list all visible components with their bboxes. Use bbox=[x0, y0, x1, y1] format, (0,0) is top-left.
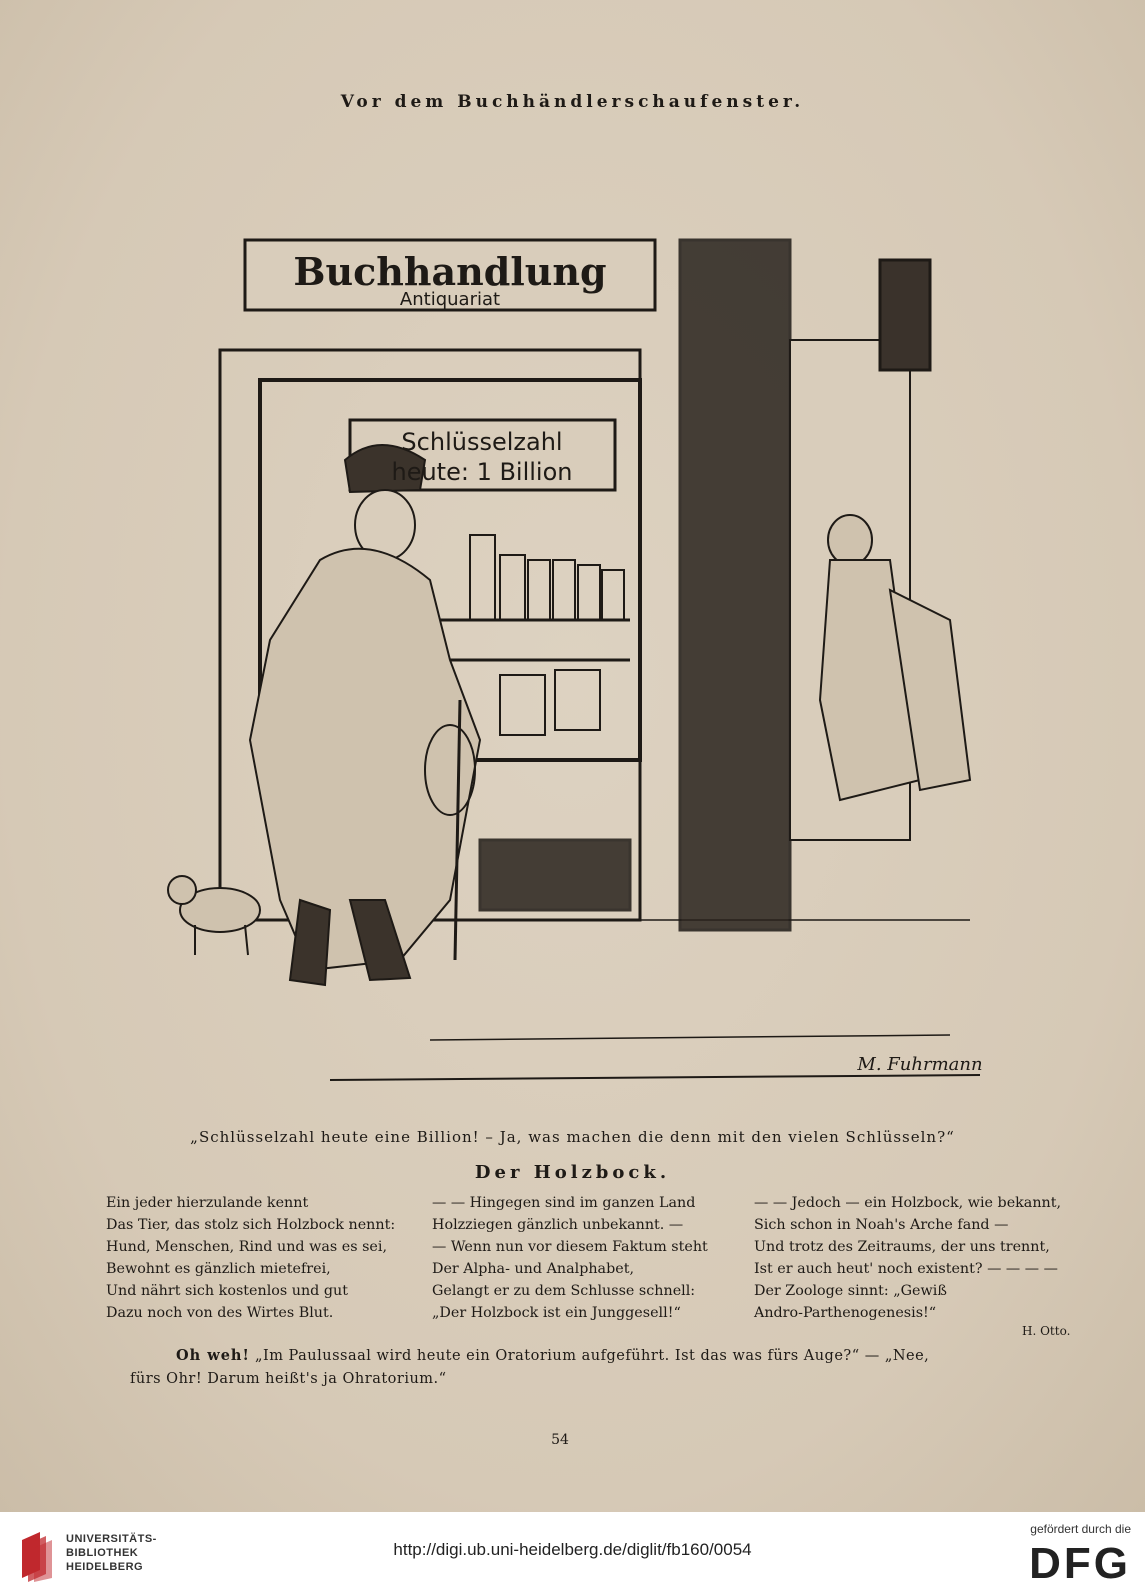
cartoon-illustration bbox=[150, 140, 1020, 1100]
poem-line: Bewohnt es gänzlich mietefrei, bbox=[106, 1261, 331, 1277]
window-sign-line1: Schlüsselzahl bbox=[401, 428, 563, 456]
shop-subsign: Antiquariat bbox=[399, 289, 501, 310]
window-sign-line2: heute: 1 Billion bbox=[391, 458, 573, 486]
poem-line: Und trotz des Zeitraums, der uns trennt, bbox=[754, 1239, 1050, 1255]
poem-line: Ein jeder hierzulande kennt bbox=[106, 1195, 309, 1211]
library-name[interactable]: UNIVERSITÄTS- BIBLIOTHEK HEIDELBERG bbox=[66, 1533, 157, 1573]
poem-line: — — Jedoch — ein Holzbock, wie bekannt, bbox=[754, 1195, 1062, 1211]
funding-text: gefördert durch die bbox=[1030, 1522, 1131, 1536]
page-title: Vor dem Buchhändlerschaufenster. bbox=[340, 92, 805, 112]
poem-column-1 bbox=[106, 1192, 406, 1324]
joke-paragraph bbox=[130, 1344, 1006, 1391]
joke-line-2: fürs Ohr! Darum heißt's ja Ohratorium.“ bbox=[130, 1371, 447, 1387]
viewer-footer bbox=[0, 1512, 1145, 1594]
poem-line: Der Zoologe sinnt: „Gewiß bbox=[754, 1283, 947, 1299]
shop-sign: Buchhandlung bbox=[293, 249, 607, 294]
dfg-logo[interactable]: DFG bbox=[1029, 1539, 1131, 1588]
poem-line: — Wenn nun vor diesem Faktum steht bbox=[432, 1239, 708, 1255]
poem-author: H. Otto. bbox=[1022, 1324, 1071, 1338]
page-number: 54 bbox=[551, 1432, 569, 1448]
artist-signature: M. Fuhrmann bbox=[857, 1054, 983, 1075]
poem-line: Andro-Parthenogenesis!“ bbox=[754, 1305, 937, 1321]
joke-heading: Oh weh! bbox=[176, 1347, 250, 1364]
poem-line: Gelangt er zu dem Schlusse schnell: bbox=[432, 1283, 696, 1299]
poem-line: Und nährt sich kostenlos und gut bbox=[106, 1283, 348, 1299]
poem-line: „Der Holzbock ist ein Junggesell!“ bbox=[432, 1305, 681, 1321]
poem-line: Holzziegen gänzlich unbekannt. — bbox=[432, 1217, 684, 1233]
poem-line: — — Hingegen sind im ganzen Land bbox=[432, 1195, 696, 1211]
poem-line: Sich schon in Noah's Arche fand — bbox=[754, 1217, 1009, 1233]
illustration-caption: „Schlüsselzahl heute eine Billion! – Ja, was machen die denn mit den vielen Schlüsseln?“ bbox=[190, 1128, 955, 1146]
source-url-link[interactable]: http://digi.ub.uni-heidelberg.de/diglit/fb160/0054 bbox=[393, 1540, 752, 1559]
poem-line: Ist er auch heut' noch existent? — — — — bbox=[754, 1261, 1058, 1277]
poem-line: Der Alpha- und Analphabet, bbox=[432, 1261, 634, 1277]
poem-line: Dazu noch von des Wirtes Blut. bbox=[106, 1305, 334, 1321]
poem-line: Das Tier, das stolz sich Holzbock nennt: bbox=[106, 1217, 396, 1233]
poem-column-2 bbox=[432, 1192, 732, 1324]
poem-column-3 bbox=[754, 1192, 1084, 1324]
poem-title: Der Holzbock. bbox=[474, 1162, 671, 1183]
joke-line-1: „Im Paulussaal wird heute ein Oratorium aufgeführt. Ist das was fürs Auge?“ — „Nee, bbox=[254, 1348, 930, 1364]
poem-line: Hund, Menschen, Rind und was es sei, bbox=[106, 1239, 387, 1255]
